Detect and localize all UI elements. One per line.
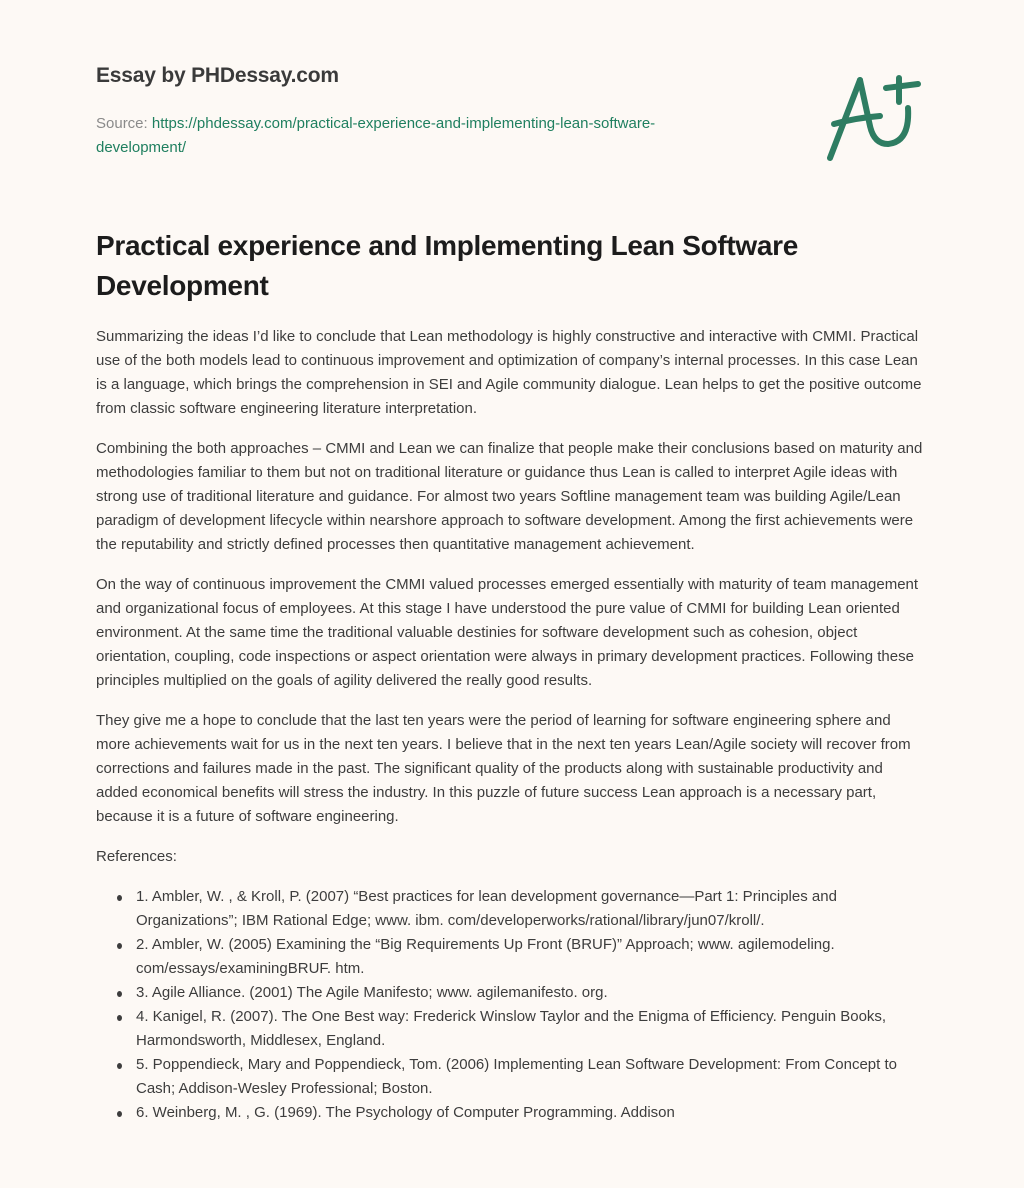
paragraph: They give me a hope to conclude that the last ten years were the period of learning for software engineering sphere and more achievements wait for us in the next ten years. I believe that in the next ten years Lean/Agile society will recover from corrections and failures made in the past. The significant quality of the products along with sustainable productivity and added economical benefits will stress the industry. In this puzzle of future success Lean approach is a necessary part, because it is a future of software engineering.: [96, 712, 911, 825]
source-line: [96, 112, 736, 160]
article-title: Practical experience and Implementing Lean Software Development: [96, 230, 799, 301]
source-link[interactable]: https://phdessay.com/practical-experience-and-implementing-lean-software-development/: [96, 115, 656, 156]
reference-item: 5. Poppendieck, Mary and Poppendieck, Tom. (2006) Implementing Lean Software Development: From Concept to Cash; Addison-Wesley Professional; Boston.: [136, 1053, 928, 1101]
paragraph: Summarizing the ideas I’d like to conclude that Lean methodology is highly constructive and interactive with CMMI. Practical use of the both models lead to continuous improvement and optimization of company’s internal processes. In this case Lean is a language, which brings the comprehension in SEI and Agile community dialogue. Lean helps to get the positive outcome from classic software engineering literature interpretation.: [96, 328, 922, 417]
source-label: Source:: [96, 115, 152, 132]
article-body: [96, 325, 928, 1125]
reference-item: 4. Kanigel, R. (2007). The One Best way: Frederick Winslow Taylor and the Enigma of Efficiency. Penguin Books, Harmondsworth, Middlesex, England.: [136, 1005, 928, 1053]
paragraph: On the way of continuous improvement the CMMI valued processes emerged essentially with maturity of team management and organizational focus of employees. At this stage I have understood the pure value of CMMI for building Lean oriented environment. At the same time the traditional valuable destinies for software development such as cohesion, object orientation, coupling, code inspections or aspect orientation were always in primary development practices. Following these principles multiplied on the goals of agility delivered the really good results.: [96, 576, 919, 689]
references-heading: References:: [96, 848, 177, 865]
reference-item: 1. Ambler, W. , & Kroll, P. (2007) “Best practices for lean development governance—Part 1: Principles and Organizations”; IBM Rational Edge; www. ibm. com/developerworks/rational/library/jun07/kroll/.: [136, 885, 928, 933]
site-brand: Essay by PHDessay.com: [96, 64, 339, 87]
references-list: [96, 885, 928, 1125]
reference-item: 3. Agile Alliance. (2001) The Agile Manifesto; www. agilemanifesto. org.: [136, 981, 928, 1005]
paragraph: Combining the both approaches – CMMI and Lean we can finalize that people make their conclusions based on maturity and methodologies familiar to them but not on traditional literature or guidance thus Lean is called to interpret Agile ideas with strong use of traditional literature and guidance. For almost two years Softline management team was building Agile/Lean paradigm of development lifecycle within nearshore approach to software development. Among the first achievements were the reputability and strictly defined processes then quantitative management achievement.: [96, 440, 923, 553]
reference-item: 2. Ambler, W. (2005) Examining the “Big Requirements Up Front (BRUF)” Approach; www. agilemodeling. com/essays/examiningBRUF. htm.: [136, 933, 928, 981]
reference-item: 6. Weinberg, M. , G. (1969). The Psychology of Computer Programming. Addison: [136, 1101, 928, 1125]
a-plus-grade-icon: [820, 68, 930, 168]
